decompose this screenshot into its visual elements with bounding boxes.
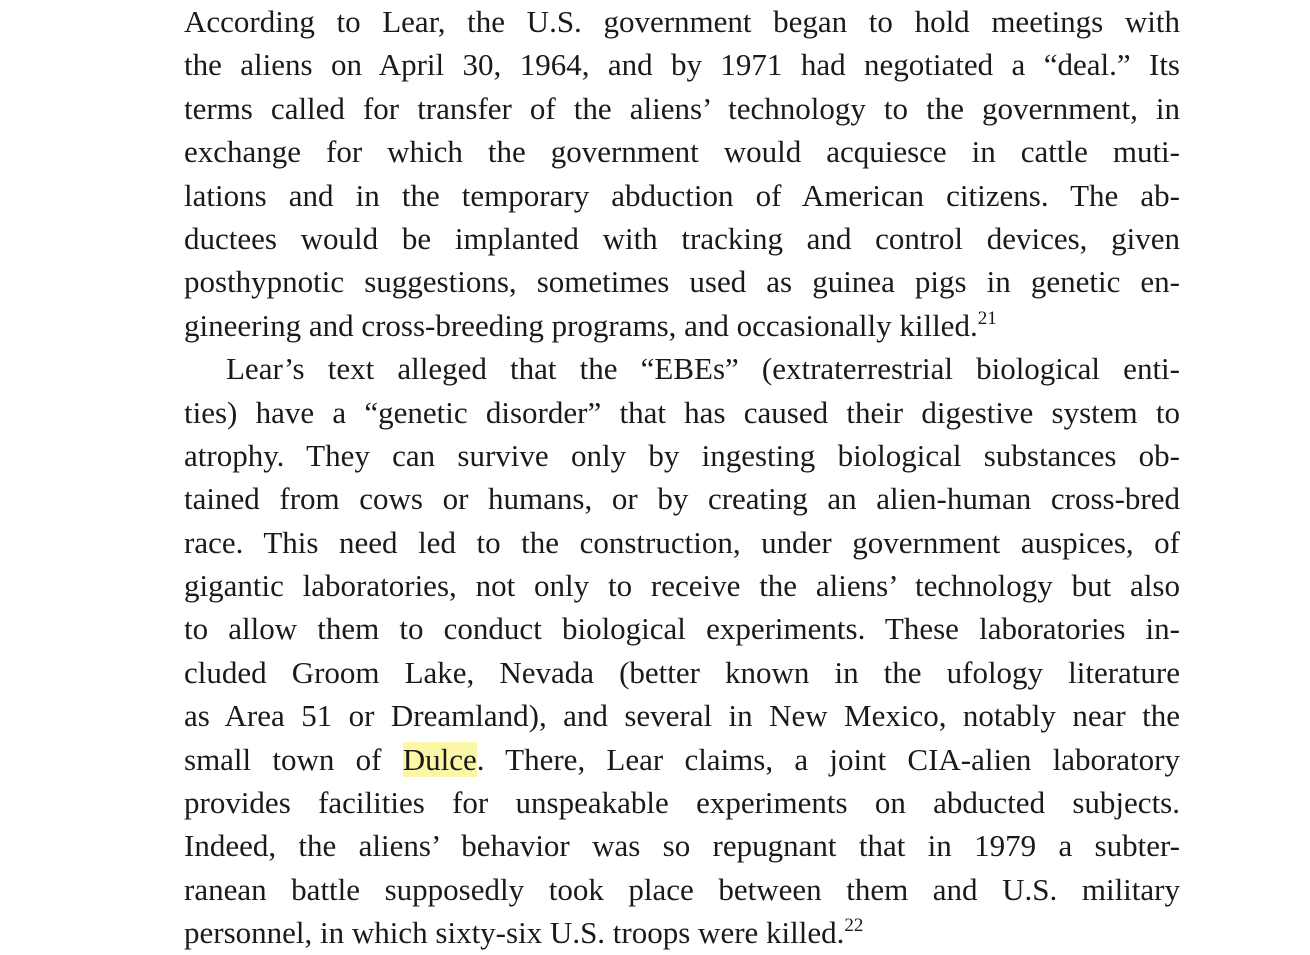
text-line: Lear’s text alleged that the “EBEs” (extraterrestrial biological enti- <box>226 351 1180 387</box>
text-line-content: gineering and cross-breeding programs, and occasionally killed. <box>184 307 978 343</box>
text-line: lations and in the temporary abduction of American citizens. The ab- <box>184 177 1180 213</box>
text-line: posthypnotic suggestions, sometimes used as guinea pigs in genetic en- <box>184 264 1180 300</box>
text-line: ranean battle supposedly took place between them and U.S. military <box>184 871 1180 907</box>
footnote-marker[interactable]: 22 <box>844 915 864 937</box>
text-line: as Area 51 or Dreamland), and several in New Mexico, notably near the <box>184 698 1180 734</box>
text-line: atrophy. They can survive only by ingesting biological substances ob- <box>184 437 1180 473</box>
text-line-highlighted <box>184 738 1180 781</box>
text-line: the aliens on April 30, 1964, and by 1971 had negotiated a “deal.” Its <box>184 47 1180 83</box>
highlighted-word[interactable]: Dulce <box>402 741 477 777</box>
text-line <box>184 911 1180 954</box>
paragraph-1 <box>184 0 1180 347</box>
text-line: gigantic laboratories, not only to receive the aliens’ technology but also <box>184 568 1180 604</box>
text-line: ductees would be implanted with tracking and control devices, given <box>184 220 1180 256</box>
text-before-highlight: small town of <box>184 741 403 777</box>
text-line: to allow them to conduct biological experiments. These laboratories in- <box>184 611 1180 647</box>
text-line: exchange for which the government would acquiesce in cattle muti- <box>184 134 1180 170</box>
text-line: race. This need led to the construction, under government auspices, of <box>184 524 1180 560</box>
text-line: provides facilities for unspeakable experiments on abducted subjects. <box>184 785 1180 821</box>
text-line: cluded Groom Lake, Nevada (better known in the ufology literature <box>184 654 1180 690</box>
paragraph-2 <box>184 347 1180 954</box>
text-line: terms called for transfer of the aliens’ technology to the government, in <box>184 90 1180 126</box>
text-after-highlight: . There, Lear claims, a joint CIA-alien laboratory <box>476 741 1180 777</box>
text-line: According to Lear, the U.S. government began to hold meetings with <box>184 4 1180 39</box>
book-page <box>184 0 1180 955</box>
text-line-content: personnel, in which sixty-six U.S. troops were killed. <box>184 915 845 951</box>
text-line: tained from cows or humans, or by creating an alien-human cross-bred <box>184 481 1180 517</box>
text-line: Indeed, the aliens’ behavior was so repugnant that in 1979 a subter- <box>184 828 1180 864</box>
footnote-marker[interactable]: 21 <box>977 307 997 329</box>
text-line: ties) have a “genetic disorder” that has caused their digestive system to <box>184 394 1180 430</box>
text-line <box>184 304 1180 347</box>
